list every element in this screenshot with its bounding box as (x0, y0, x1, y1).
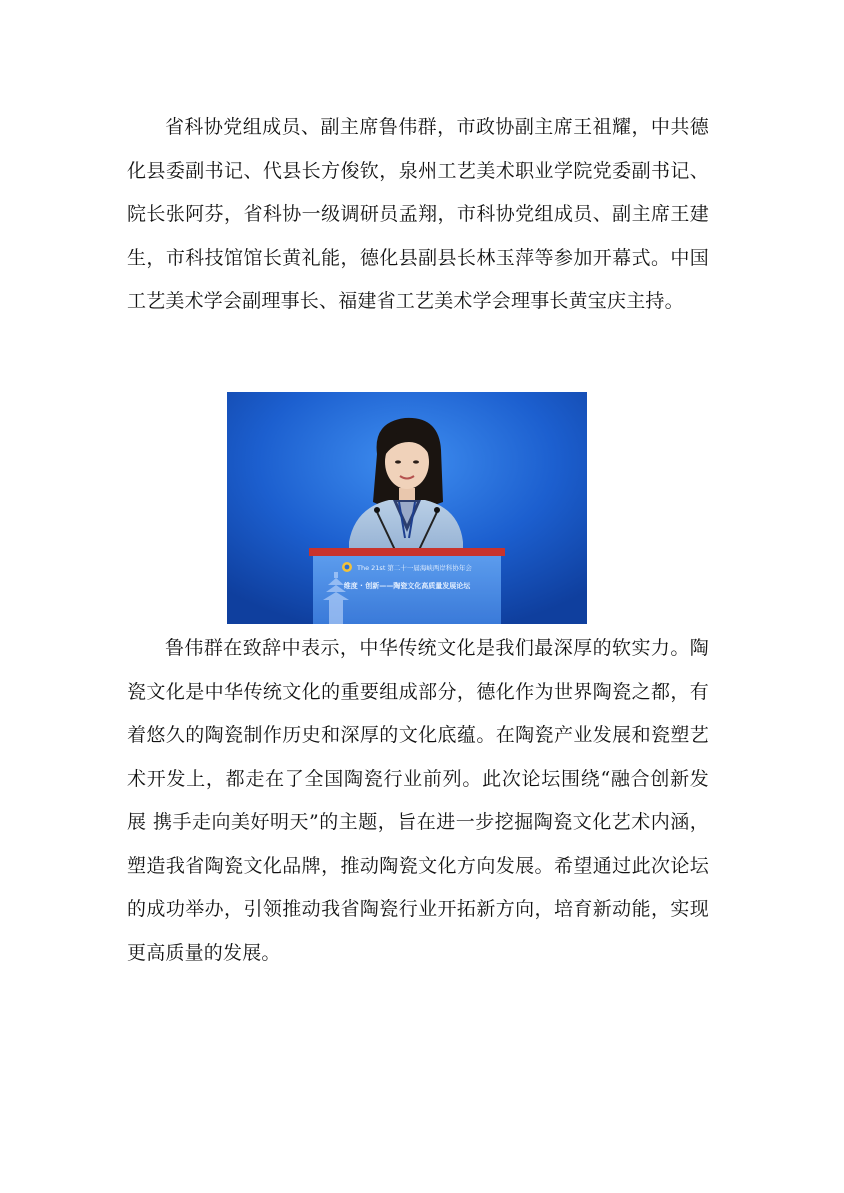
speaker-photo-illustration (227, 392, 587, 624)
speaker-photo (227, 392, 587, 624)
podium-banner-line1: The 21st 第二十一届海峡两岸科协年会 (357, 564, 472, 572)
podium (309, 548, 505, 624)
podium-banner-line2: 维度 · 创新——陶瓷文化高质量发展论坛 (343, 582, 471, 590)
paragraph-speech: 鲁伟群在致辞中表示，中华传统文化是我们最深厚的软实力。陶瓷文化是中华传统文化的重要组成部分，德化作为世界陶瓷之都，有着悠久的陶瓷制作历史和深厚的文化底蕴。在陶瓷产业发展和瓷塑艺术开发上，都走在了全国陶瓷行业前列。此次论坛围绕“融合创新发展 携手走向美好明天”的主题，旨在进一步挖掘陶瓷文化艺术内涵，塑造我省陶瓷文化品牌，推动陶瓷文化方向发展。希望通过此次论坛的成功举办，引领推动我省陶瓷行业开拓新方向，培育新动能，实现更高质量的发展。 (127, 637, 709, 964)
paragraph-attendees: 省科协党组成员、副主席鲁伟群，市政协副主席王祖耀，中共德化县委副书记、代县长方俊钦，泉州工艺美术职业学院党委副书记、院长张阿芬，省科协一级调研员孟翔，市科协党组成员、副主席王建生，市科技馆馆长黄礼能，德化县副县长林玉萍等参加开幕式。中国工艺美术学会副理事长、福建省工艺美术学会理事长黄宝庆主持。 (127, 116, 709, 312)
